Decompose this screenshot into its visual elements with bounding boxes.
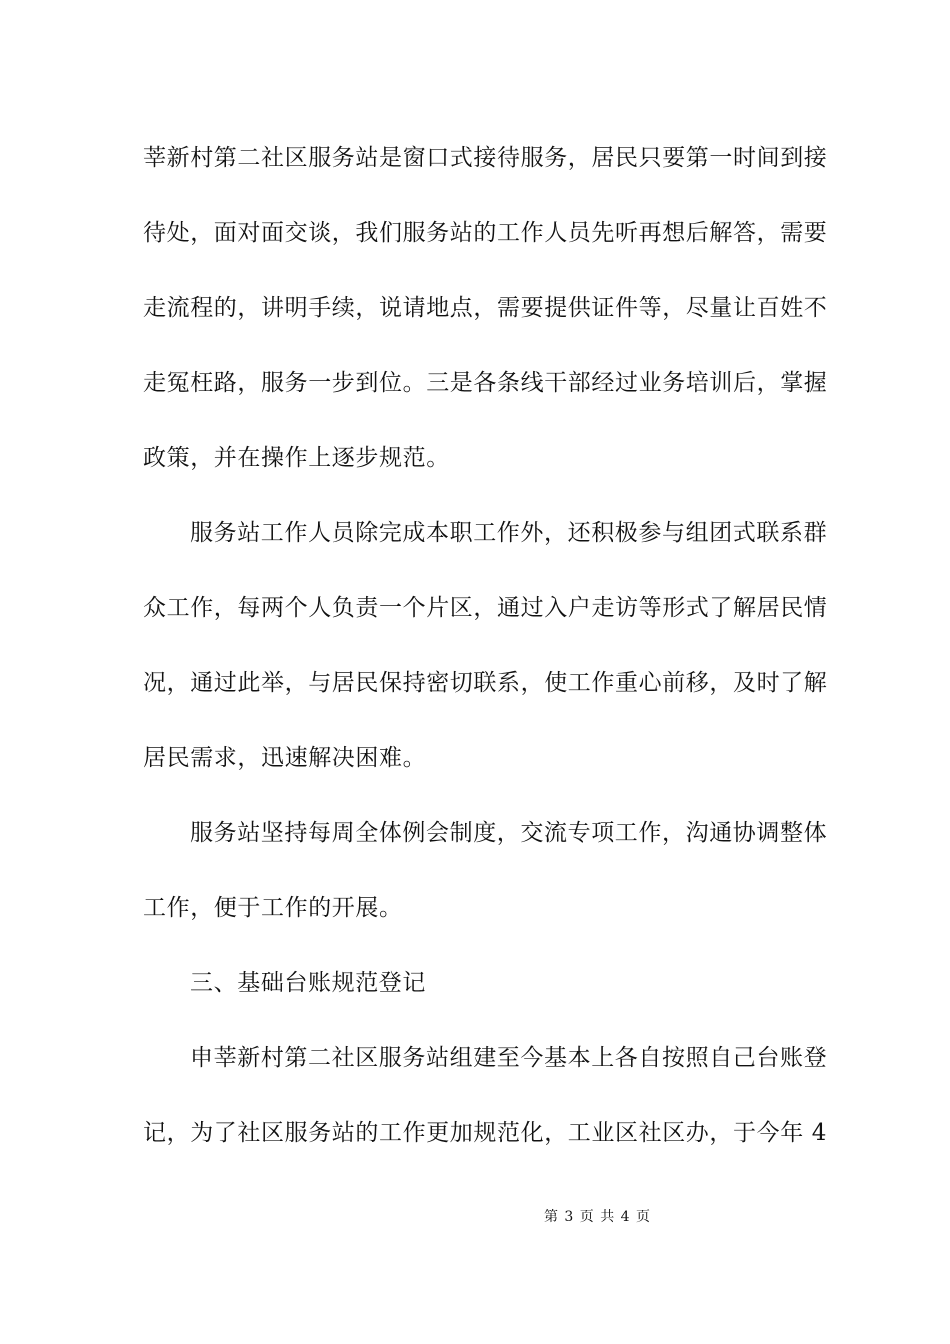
text-line: 记，为了社区服务站的工作更加规范化，工业区社区办，于今年 4 <box>143 1120 827 1146</box>
section-heading: 三、基础台账规范登记 <box>190 970 426 996</box>
text-line: 走流程的，讲明手续，说请地点，需要提供证件等，尽量让百姓不 <box>143 295 828 321</box>
text-line: 众工作，每两个人负责一个片区，通过入户走访等形式了解居民情 <box>143 595 828 621</box>
text-line: 莘新村第二社区服务站是窗口式接待服务，居民只要第一时间到接 <box>143 145 828 171</box>
paragraph-start-line: 服务站工作人员除完成本职工作外，还积极参与组团式联系群 <box>190 520 828 546</box>
paragraph-start-line: 服务站坚持每周全体例会制度，交流专项工作，沟通协调整体 <box>190 820 828 846</box>
body-text <box>143 133 843 1183</box>
text-line: 走冤枉路，服务一步到位。三是各条线干部经过业务培训后，掌握 <box>143 370 828 396</box>
page-number-text: 第 3 页 共 4 页 <box>543 1209 652 1225</box>
text-line: 况，通过此举，与居民保持密切联系，使工作重心前移，及时了解 <box>143 670 828 696</box>
text-line: 政策，并在操作上逐步规范。 <box>143 445 450 471</box>
page-number-footer <box>0 1206 950 1226</box>
text-line: 居民需求，迅速解决困难。 <box>143 745 427 771</box>
text-line: 工作，便于工作的开展。 <box>143 895 403 921</box>
paragraph-start-line: 申莘新村第二社区服务站组建至今基本上各自按照自己台账登 <box>190 1045 828 1071</box>
text-line: 待处，面对面交谈，我们服务站的工作人员先听再想后解答，需要 <box>143 220 828 246</box>
